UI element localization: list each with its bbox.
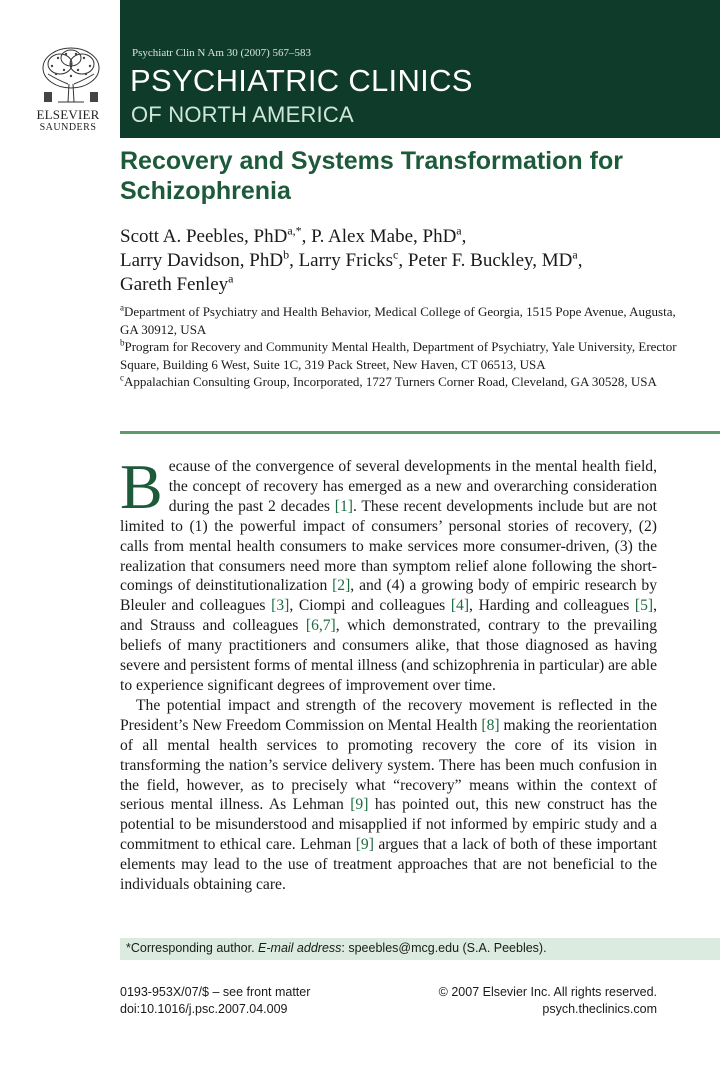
email-link[interactable]: speebles@mcg.edu: [348, 941, 460, 955]
reference-link[interactable]: [8]: [481, 716, 500, 734]
author: P. Alex Mabe, PhD$^a$,: [311, 223, 467, 247]
reference-link[interactable]: [5]: [634, 597, 654, 615]
affiliation: $^a$Department of Psychiatry and Health Behavior, Medical College of Georgia, 1515 Pope Avenue, Augusta, GA 30912, USA: [120, 302, 676, 337]
publisher-logo: [0, 0, 120, 138]
author-list: [120, 225, 680, 297]
copyright-line: © 2007 Elsevier Inc. All rights reserved.: [438, 985, 657, 999]
drop-cap: B: [120, 451, 163, 522]
reference-link[interactable]: [3]: [271, 597, 290, 615]
journal-website-link[interactable]: psych.theclinics.com: [542, 1002, 657, 1016]
author: Peter F. Buckley, $MD^a$,: [407, 247, 583, 271]
issn-line: 0193-953X/07/$ – see front matter: [120, 985, 311, 999]
corresponding-author-footnote: *Corresponding author. E-mail address: speebles@mcg.edu (S.A. Peebles).: [120, 938, 720, 960]
imprint-name: SAUNDERS: [39, 122, 97, 133]
section-divider: [120, 431, 720, 434]
journal-header: [120, 0, 720, 138]
reference-link[interactable]: [2]: [332, 577, 351, 595]
affiliation: $^b$Program for Recovery and Community Mental Health, Department of Psychiatry, Yale University, Erector Square, Building 6 West, Suite 1C, 319 Pack Street, New Haven, CT 06513, USA: [120, 337, 677, 372]
affiliation: $^c$Appalachian Consulting Group, Incorporated, 1727 Turners Corner Road, Cleveland, GA 30528, USA: [120, 372, 657, 389]
affiliation-list: [120, 303, 680, 391]
reference-link[interactable]: [1]: [334, 497, 353, 515]
doi-link[interactable]: doi:10.1016/j.psc.2007.04.009: [120, 1002, 288, 1016]
reference-link[interactable]: [6,7]: [305, 617, 336, 635]
publisher-name: ELSEVIER: [36, 107, 100, 122]
footer-right: [439, 984, 657, 1018]
article-title: Recovery and Systems Transformation for Schizophrenia: [120, 147, 623, 205]
journal-citation: Psychiatr Clin N Am 30 (2007) 567–583: [132, 47, 312, 59]
footer-left: [120, 984, 310, 1018]
body-paragraph: Because of the convergence of several developments in the mental health field, the concept of recovery has emerged as a new and overarching consideration during the past 2 decades [1]. These recent developments include but are not limited to (1) the powerful impact of consumers’ personal stories of recovery, (2) calls from mental health consumers to make services more consumer-driven, (3) the realization that consumers need more than symptom relief alone following the short-comings of deinstitutionalization [2], and (4) a growing body of empiric research by Bleuler and colleagues [3], Ciompi and colleagues [4], Harding and colleagues [5], and Strauss and colleagues [6,7], which demonstrated, contrary to the prevailing beliefs of many practitioners and consumers alike, that those diagnosed as having severe and persistent forms of mental illness (and schizophrenia in particular) are able to experience significant degrees of improvement over time.: [120, 451, 657, 694]
body-paragraph: The potential impact and strength of the recovery movement is reflected in the President’s New Freedom Commission on Mental Health [8] making the reorientation of all mental health services to promoting recovery the core of its vision in transforming the nation’s service delivery system. There has been much confusion in the field, however, as to precisely what “recovery” means within the context of serious mental illness. As Lehman [9] has pointed out, this new construct has the potential to be misunderstood and misapplied if not informed by empiric study and a commitment to ethical care. Lehman [9] argues that a lack of both of these important elements may lead to the use of treatment approaches that are not beneficial to the individuals obtaining care.: [120, 696, 658, 894]
reference-link[interactable]: [4]: [450, 597, 470, 615]
article-body: [120, 451, 658, 895]
journal-title: PSYCHIATRIC CLINICS: [130, 63, 473, 98]
author: Scott A. Peebles, PhD$^{a,*}$,: [120, 223, 312, 247]
author: Larry Fricks$^c$,: [298, 247, 408, 271]
author: Gareth Fenley$^a$: [120, 271, 234, 295]
journal-subtitle: OF NORTH AMERICA: [131, 102, 354, 127]
reference-link[interactable]: [9]: [355, 836, 374, 854]
author: Larry Davidson, PhD$^b$,: [120, 247, 299, 271]
elsevier-tree-icon: [38, 44, 104, 106]
reference-link[interactable]: [9]: [350, 796, 369, 814]
